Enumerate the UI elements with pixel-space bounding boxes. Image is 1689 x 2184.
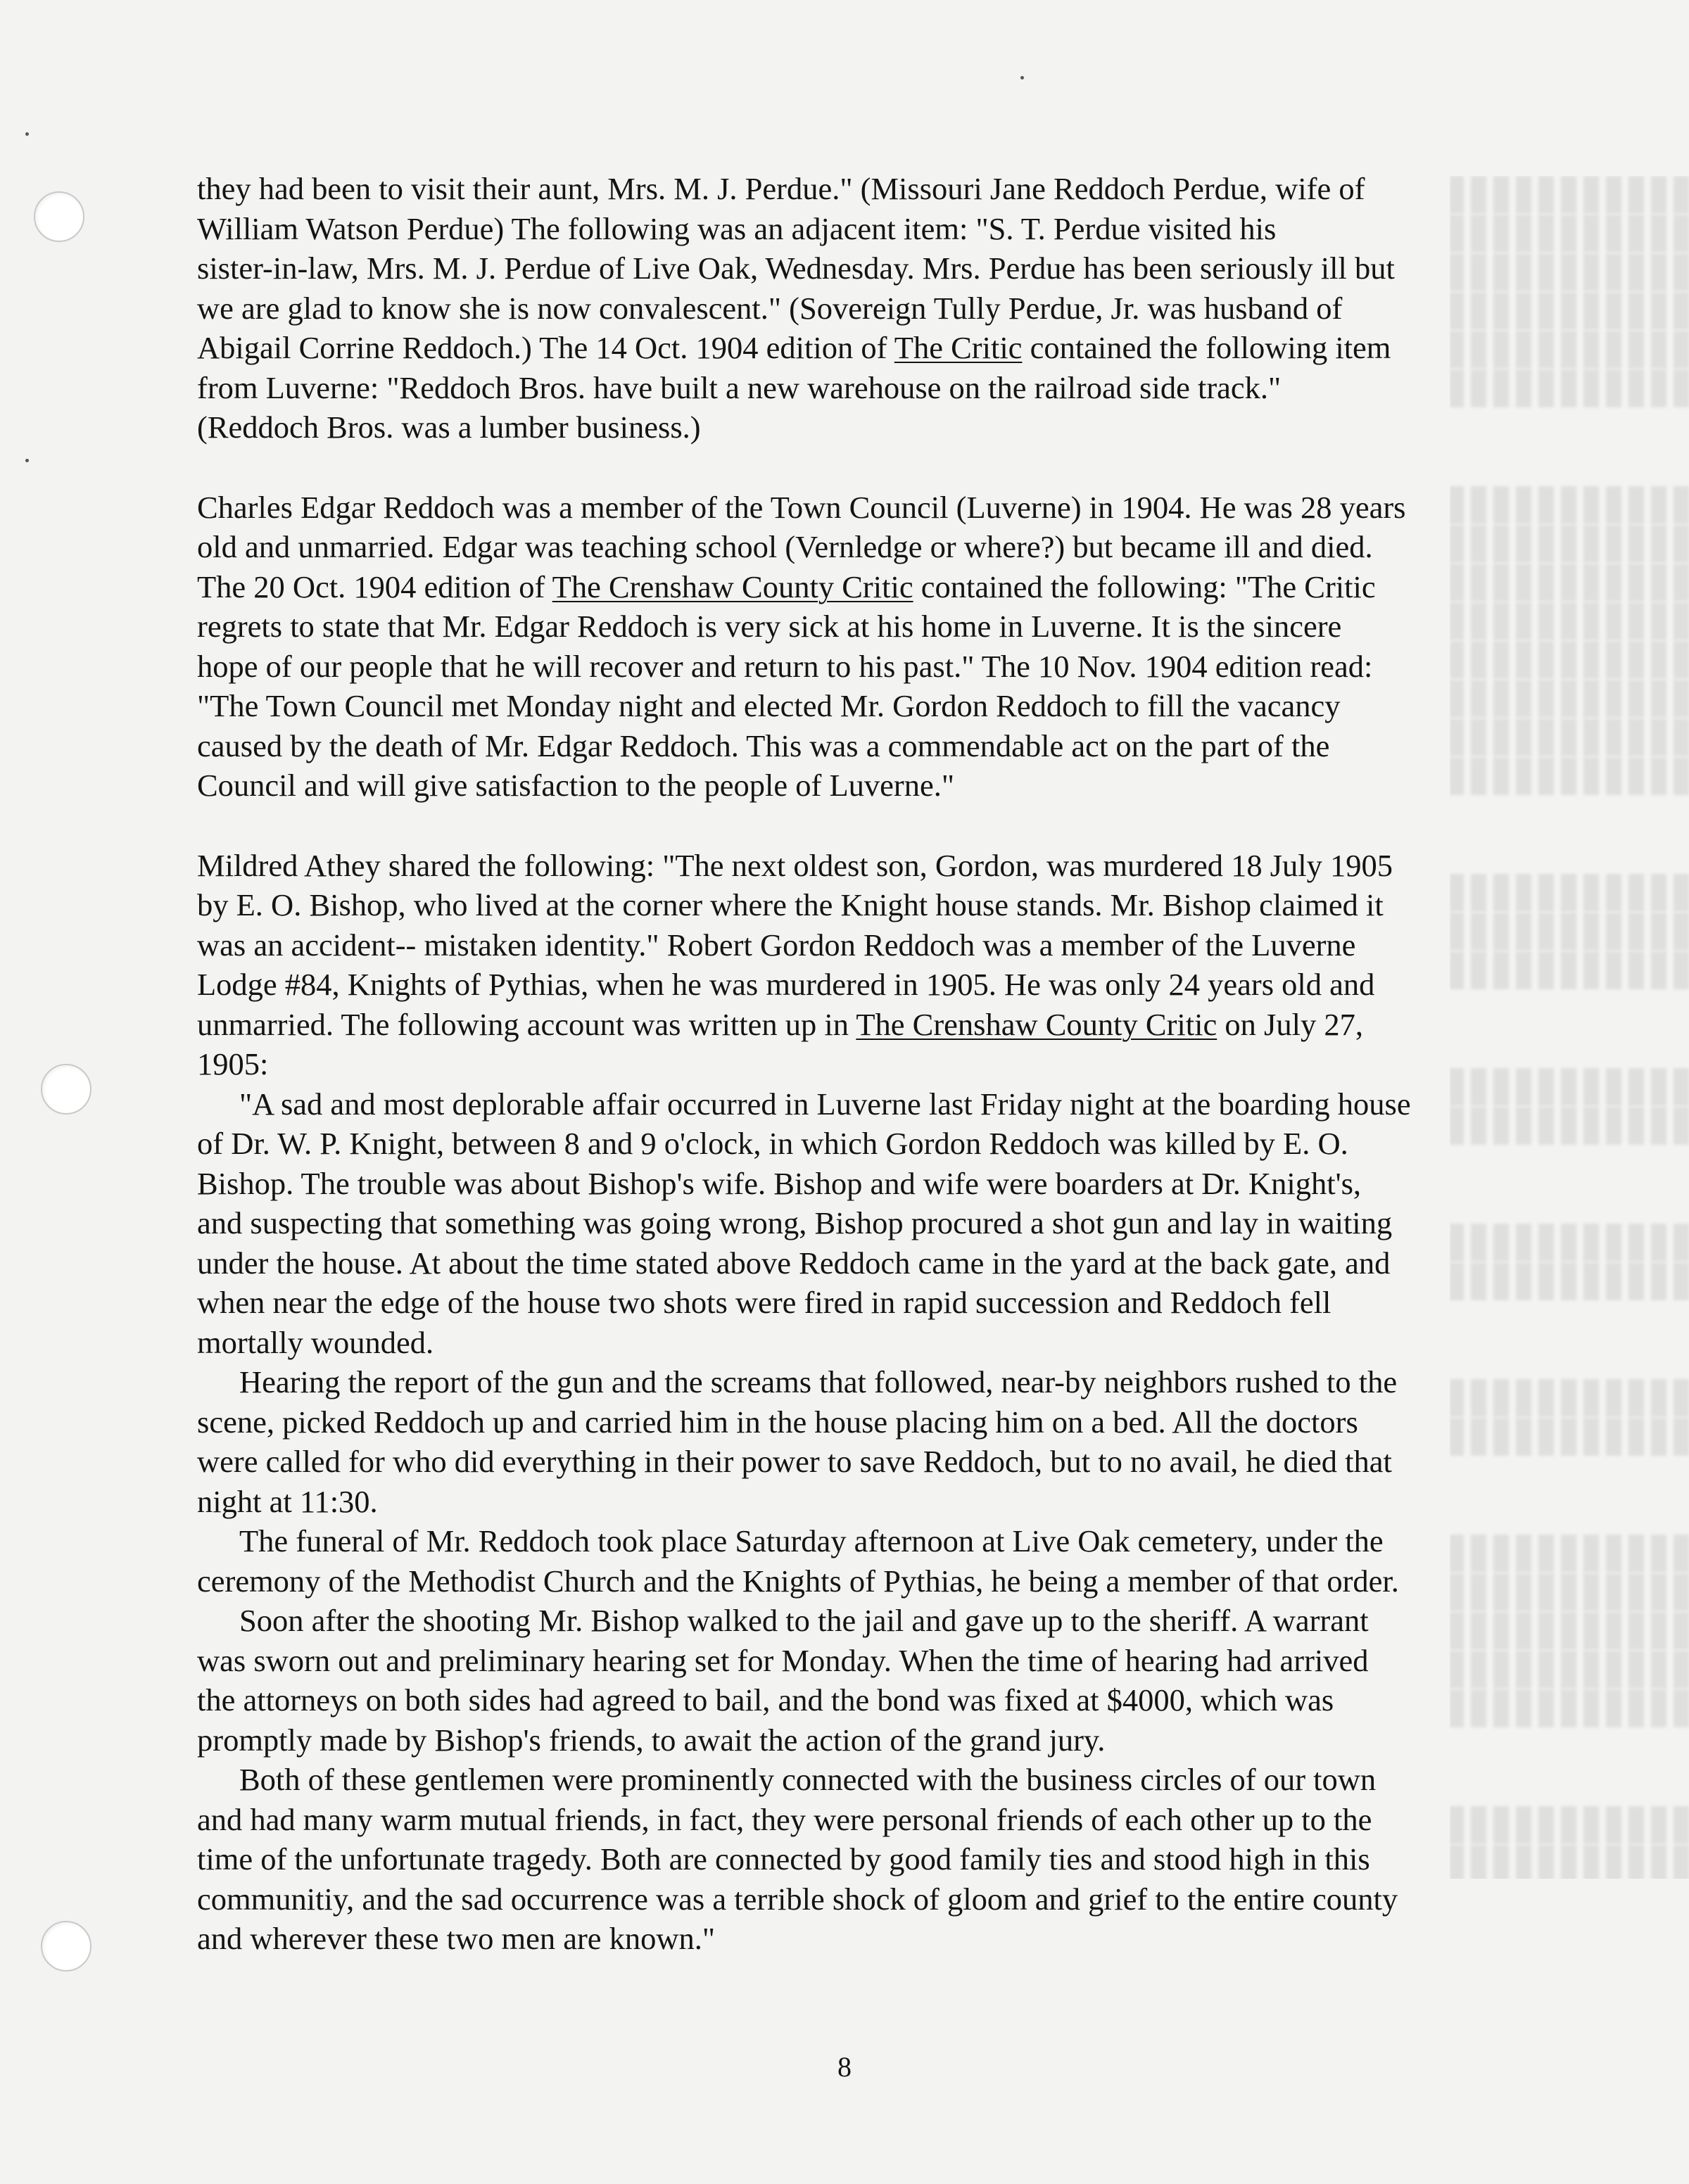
- text-line: "The Town Council met Monday night and elected Mr. Gordon Reddoch to fill the vacancy: [197, 688, 1341, 723]
- text-line: 1905:: [197, 1046, 269, 1081]
- text-line: The funeral of Mr. Reddoch took place Saturday afternoon at Live Oak cemetery, under the: [239, 1523, 1384, 1558]
- text-line: (Reddoch Bros. was a lumber business.): [197, 410, 701, 445]
- text-line: Hearing the report of the gun and the screams that followed, near-by neighbors rushed to the: [239, 1364, 1398, 1399]
- newspaper-title: The Critic: [894, 330, 1023, 365]
- text-line: [197, 328, 1506, 368]
- text-line: night at 11:30.: [197, 1483, 378, 1519]
- text-line: Bishop. The trouble was about Bishop's wife. Bishop and wife were boarders at Dr. Knight's,: [197, 1165, 1362, 1201]
- text-line: by E. O. Bishop, who lived at the corner where the Knight house stands. Mr. Bishop claimed it: [197, 887, 1384, 922]
- text-line: we are glad to know she is now convalescent." (Sovereign Tully Perdue, Jr. was husband of: [197, 290, 1343, 326]
- text-line: under the house. At about the time stated above Reddoch came in the yard at the back gate, and: [197, 1245, 1391, 1281]
- quote-paragraph-4: [197, 1601, 1506, 1760]
- text-segment: contained the following: "The Critic: [913, 569, 1376, 604]
- text-segment: unmarried. The following account was written up in: [197, 1006, 856, 1042]
- newspaper-title: The Crenshaw County Critic: [856, 1006, 1217, 1042]
- paragraph-perdue-visit: [197, 169, 1506, 447]
- quote-paragraph-2: [197, 1362, 1506, 1521]
- quote-paragraph-5: [197, 1760, 1506, 1959]
- binder-hole-top: [34, 191, 84, 242]
- quote-paragraph-3: [197, 1521, 1506, 1601]
- text-line: scene, picked Reddoch up and carried him in the house placing him on a bed. All the doctors: [197, 1404, 1358, 1440]
- text-line: hope of our people that he will recover and return to his past." The 10 Nov. 1904 edition read:: [197, 648, 1373, 684]
- newspaper-title: The Crenshaw County Critic: [552, 569, 913, 604]
- text-line: time of the unfortunate tragedy. Both are connected by good family ties and stood high in this: [197, 1841, 1370, 1877]
- text-line: the attorneys on both sides had agreed to bail, and the bond was fixed at $4000, which was: [197, 1682, 1334, 1718]
- text-line: Soon after the shooting Mr. Bishop walked to the jail and gave up to the sheriff. A warrant: [239, 1603, 1369, 1638]
- paragraph-edgar-reddoch: [197, 488, 1506, 806]
- text-segment: The 20 Oct. 1904 edition of: [197, 569, 552, 604]
- paper-speck: [25, 132, 29, 136]
- text-line: was sworn out and preliminary hearing set for Monday. When the time of hearing had arrived: [197, 1642, 1369, 1678]
- paper-speck: [1020, 76, 1024, 80]
- text-line: was an accident-- mistaken identity." Robert Gordon Reddoch was a member of the Luverne: [197, 927, 1356, 963]
- text-line: old and unmarried. Edgar was teaching school (Vernledge or where?) but became ill and died.: [197, 529, 1373, 564]
- text-line: communitiy, and the sad occurrence was a terrible shock of gloom and grief to the entire county: [197, 1881, 1398, 1917]
- text-line: Both of these gentlemen were prominently connected with the business circles of our town: [239, 1762, 1377, 1797]
- text-line: Council and will give satisfaction to the people of Luverne.": [197, 768, 954, 803]
- text-line: mortally wounded.: [197, 1324, 434, 1360]
- text-line: caused by the death of Mr. Edgar Reddoch. This was a commendable act on the part of the: [197, 728, 1330, 763]
- text-line: from Luverne: "Reddoch Bros. have built a new warehouse on the railroad side track.": [197, 369, 1282, 405]
- body-text: [197, 169, 1506, 1959]
- text-line: promptly made by Bishop's friends, to await the action of the grand jury.: [197, 1722, 1106, 1758]
- binder-hole-bottom: [41, 1921, 91, 1972]
- text-line: [197, 567, 1506, 607]
- text-line: Charles Edgar Reddoch was a member of the Town Council (Luverne) in 1904. He was 28 years: [197, 489, 1406, 525]
- text-line: sister-in-law, Mrs. M. J. Perdue of Live Oak, Wednesday. Mrs. Perdue has been seriously ill but: [197, 250, 1395, 286]
- page-number: 8: [837, 2051, 852, 2083]
- text-line: ceremony of the Methodist Church and the Knights of Pythias, he being a member of that order.: [197, 1563, 1399, 1599]
- text-line: and had many warm mutual friends, in fact, they were personal friends of each other up to the: [197, 1801, 1372, 1837]
- text-line: regrets to state that Mr. Edgar Reddoch is very sick at his home in Luverne. It is the sincere: [197, 609, 1342, 644]
- text-line: they had been to visit their aunt, Mrs. M. J. Perdue." (Missouri Jane Reddoch Perdue, wife of: [197, 171, 1365, 206]
- text-segment: on July 27,: [1217, 1006, 1363, 1042]
- text-line: were called for who did everything in their power to save Reddoch, but to no avail, he died that: [197, 1444, 1392, 1479]
- text-line: of Dr. W. P. Knight, between 8 and 9 o'clock, in which Gordon Reddoch was killed by E. O.: [197, 1126, 1348, 1161]
- quote-paragraph-1: [197, 1084, 1506, 1363]
- text-line: Lodge #84, Knights of Pythias, when he was murdered in 1905. He was only 24 years old and: [197, 967, 1375, 1002]
- text-line: Mildred Athey shared the following: "The next oldest son, Gordon, was murdered 18 July 1905: [197, 847, 1393, 883]
- text-line: and wherever these two men are known.": [197, 1921, 716, 1956]
- text-segment: Abigail Corrine Reddoch.) The 14 Oct. 1904 edition of: [197, 330, 894, 365]
- text-line: [197, 1005, 1506, 1045]
- text-line: William Watson Perdue) The following was an adjacent item: "S. T. Perdue visited his: [197, 210, 1277, 246]
- text-line: "A sad and most deplorable affair occurred in Luverne last Friday night at the boarding house: [239, 1086, 1411, 1122]
- binder-hole-middle: [41, 1064, 91, 1115]
- text-line: and suspecting that something was going wrong, Bishop procured a shot gun and lay in waiting: [197, 1205, 1393, 1240]
- text-segment: contained the following item: [1022, 330, 1391, 365]
- paragraph-gordon-murder: [197, 846, 1506, 1084]
- paper-speck: [25, 459, 29, 462]
- text-line: when near the edge of the house two shots were fired in rapid succession and Reddoch fell: [197, 1285, 1331, 1320]
